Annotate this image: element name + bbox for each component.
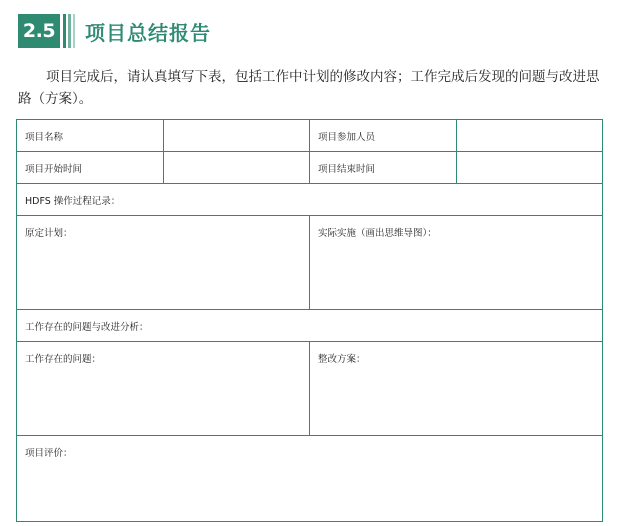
table-row [17, 310, 603, 342]
end-time-label: 项目结束时间 [310, 152, 457, 184]
table-row [17, 120, 603, 152]
project-name-label: 项目名称 [17, 120, 164, 152]
end-time-field[interactable] [457, 152, 603, 184]
start-time-label: 项目开始时间 [17, 152, 164, 184]
intro-paragraph: 项目完成后，请认真填写下表，包括工作中计划的修改内容；工作完成后发现的问题与改进思路（方案）。 [18, 69, 600, 107]
section-number-badge: 2.5 [18, 14, 60, 48]
hdfs-log-label[interactable]: HDFS 操作过程记录： [17, 184, 603, 216]
start-time-field[interactable] [164, 152, 310, 184]
section-title: 项目总结报告 [85, 20, 211, 45]
project-members-field[interactable] [457, 120, 603, 152]
table-row [17, 342, 603, 436]
project-name-field[interactable] [164, 120, 310, 152]
problems-analysis-label: 工作存在的问题与改进分析： [17, 310, 603, 342]
evaluation-field[interactable]: 项目评价： [17, 436, 603, 522]
table-row [17, 216, 603, 310]
project-members-label: 项目参加人员 [310, 120, 457, 152]
actual-implementation-field[interactable]: 实际实施（画出思维导图）： [310, 216, 603, 310]
table-row [17, 436, 603, 522]
project-summary-table [16, 119, 603, 522]
decorative-stripes [63, 14, 77, 48]
table-row [17, 184, 603, 216]
rectification-field[interactable]: 整改方案： [310, 342, 603, 436]
problems-field[interactable]: 工作存在的问题： [17, 342, 310, 436]
table-row [17, 152, 603, 184]
section-header [18, 14, 211, 48]
original-plan-field[interactable]: 原定计划： [17, 216, 310, 310]
